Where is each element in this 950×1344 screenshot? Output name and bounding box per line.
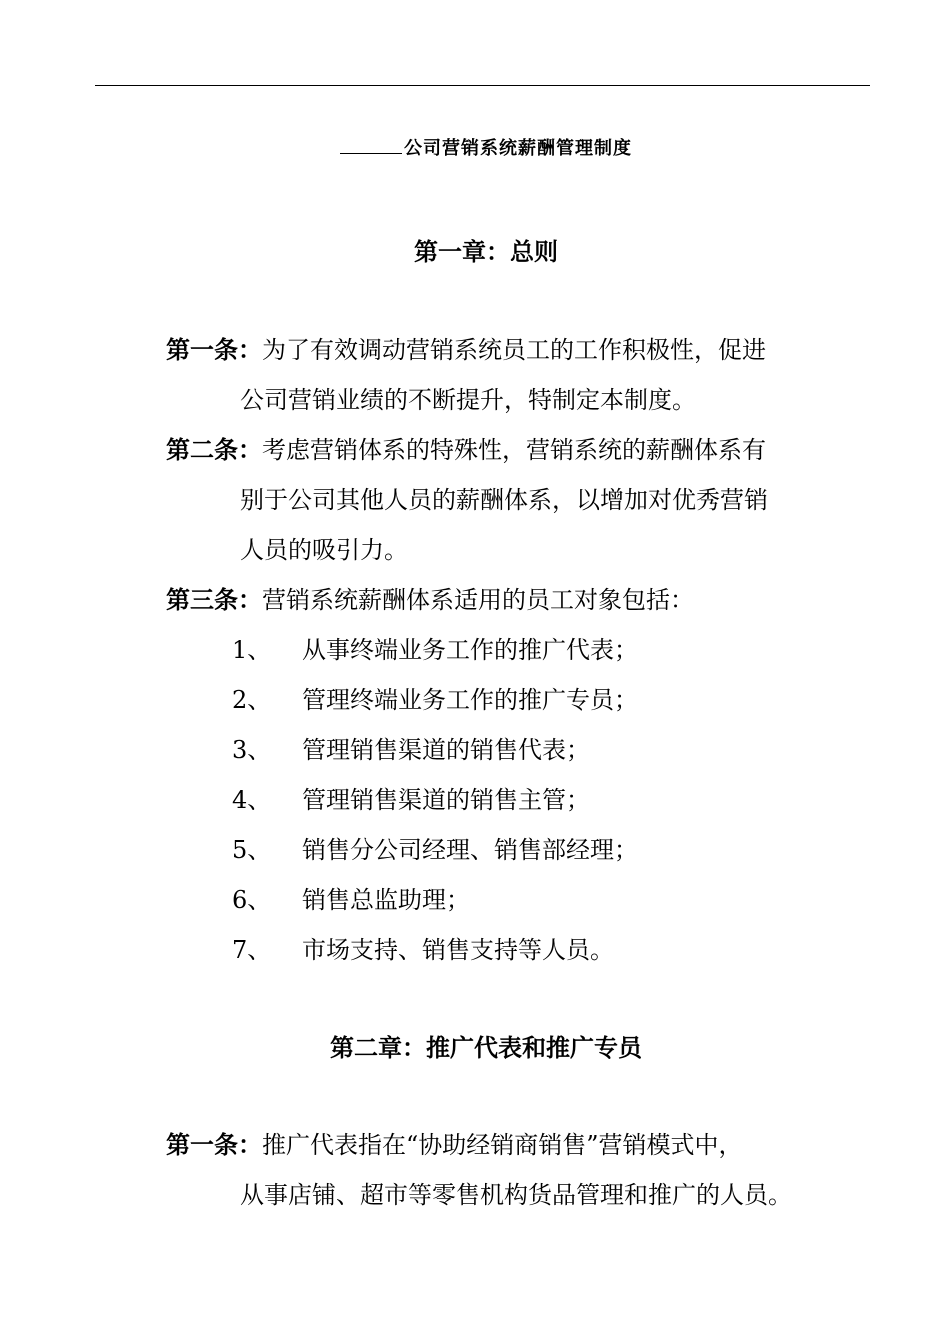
list-text: 销售总监助理； (302, 886, 470, 914)
article-text: 为了有效调动营销系统员工的工作积极性，促进 (262, 336, 766, 364)
article-text: 人员的吸引力。 (240, 536, 408, 564)
list-text: 销售分公司经理、销售部经理； (302, 836, 638, 864)
chapter1-heading: 第一章：总则 (414, 238, 558, 266)
article-text: 考虑营销体系的特殊性，营销系统的薪酬体系有 (262, 436, 766, 464)
chapter1-article2 (166, 425, 816, 575)
list-item (232, 625, 638, 675)
list-text: 管理销售渠道的销售代表； (302, 736, 590, 764)
list-number: 1、 (232, 636, 272, 664)
list-text: 管理终端业务工作的推广专员； (302, 686, 638, 714)
header-rule (95, 85, 870, 86)
document-title-text: 公司营销系统薪酬管理制度 (404, 138, 632, 159)
article-label: 第一条： (166, 336, 262, 364)
company-name-blank (340, 137, 402, 154)
chapter1-article3 (166, 575, 816, 625)
article-text: 别于公司其他人员的薪酬体系，以增加对优秀营销 (240, 486, 768, 514)
list-item (232, 675, 638, 725)
list-item (232, 825, 638, 875)
chapter2-heading: 第二章：推广代表和推广专员 (330, 1034, 642, 1062)
article-text: 推广代表指在“协助经销商销售”营销模式中， (262, 1131, 743, 1159)
article-text: 从事店铺、超市等零售机构货品管理和推广的人员。 (240, 1181, 792, 1209)
list-item (232, 725, 638, 775)
list-text: 市场支持、销售支持等人员。 (302, 936, 614, 964)
list-text: 管理销售渠道的销售主管； (302, 786, 590, 814)
article-label: 第一条： (166, 1131, 262, 1159)
article-label: 第二条： (166, 436, 262, 464)
list-number: 5、 (232, 836, 272, 864)
list-item (232, 875, 638, 925)
article-text: 公司营销业绩的不断提升，特制定本制度。 (240, 386, 696, 414)
chapter2-article1 (166, 1120, 816, 1220)
list-number: 4、 (232, 786, 272, 814)
list-number: 2、 (232, 686, 272, 714)
scope-list (232, 625, 638, 975)
list-item (232, 925, 638, 975)
list-item (232, 775, 638, 825)
chapter1-article1 (166, 325, 816, 425)
list-number: 6、 (232, 886, 272, 914)
list-number: 7、 (232, 936, 272, 964)
article-text: 营销系统薪酬体系适用的员工对象包括： (262, 586, 694, 614)
article-label: 第三条： (166, 586, 262, 614)
document-title (0, 134, 950, 160)
list-text: 从事终端业务工作的推广代表； (302, 636, 638, 664)
list-number: 3、 (232, 736, 272, 764)
